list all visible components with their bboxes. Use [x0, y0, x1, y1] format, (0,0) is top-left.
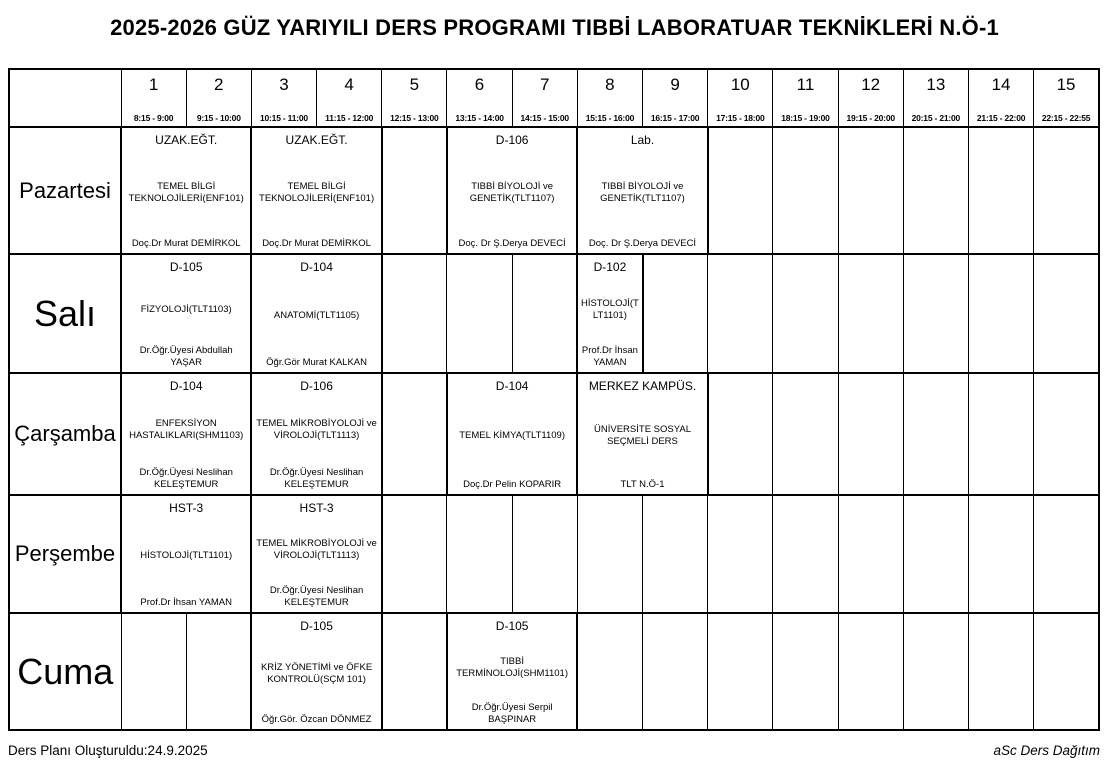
lesson-course: TEMEL BİLGİ TEKNOLOJİLERİ(ENF101)	[259, 180, 375, 204]
lesson-teacher: TLT N.Ö-1	[620, 478, 665, 490]
timetable	[8, 68, 1100, 731]
period-number: 14	[991, 75, 1011, 94]
lesson-cell	[447, 127, 577, 254]
period-number: 13	[926, 75, 946, 94]
lesson-teacher: Öğr.Gör. Özcan DÖNMEZ	[261, 713, 372, 725]
empty-cell	[382, 613, 447, 730]
period-header	[382, 69, 447, 127]
empty-cell	[1034, 495, 1099, 613]
period-number: 6	[474, 75, 485, 94]
lesson-teacher: Prof.Dr İhsan YAMAN	[140, 596, 232, 608]
lesson-cell	[251, 495, 381, 613]
lesson-course: TEMEL MİKROBİYOLOJİ ve VİROLOJİ(TLT1113)	[256, 418, 377, 442]
period-time: 9:15 - 10:00	[196, 113, 241, 123]
corner-cell	[9, 69, 121, 127]
empty-cell	[773, 127, 838, 254]
empty-cell	[643, 495, 708, 613]
period-header	[251, 69, 316, 127]
footer-created-text: Ders Planı Oluşturuldu:24.9.2025	[8, 743, 208, 758]
lesson-room: D-105	[169, 260, 203, 274]
lesson-content	[578, 374, 706, 494]
day-row	[9, 127, 1099, 254]
empty-cell	[1034, 373, 1099, 495]
lesson-teacher: Prof.Dr İhsan YAMAN	[581, 345, 638, 368]
lesson-content	[122, 374, 250, 494]
empty-cell	[968, 373, 1033, 495]
period-header	[512, 69, 577, 127]
empty-cell	[968, 127, 1033, 254]
empty-cell	[838, 254, 903, 373]
lesson-course: FİZYOLOJİ(TLT1103)	[140, 303, 232, 315]
lesson-content	[252, 614, 380, 729]
lesson-room: Lab.	[630, 133, 655, 147]
period-number: 7	[539, 75, 550, 94]
empty-cell	[773, 254, 838, 373]
day-label: Cuma	[9, 613, 121, 730]
lesson-teacher: Doç.Dr Murat DEMİRKOL	[131, 237, 241, 249]
day-row	[9, 254, 1099, 373]
lesson-teacher: Dr.Öğr.Üyesi Serpil BAŞPINAR	[471, 702, 553, 725]
day-label: Salı	[9, 254, 121, 373]
period-time: 20:15 - 21:00	[911, 113, 961, 123]
lesson-cell	[251, 373, 381, 495]
empty-cell	[577, 613, 642, 730]
empty-cell	[186, 613, 251, 730]
empty-cell	[512, 495, 577, 613]
page-title: 2025-2026 GÜZ YARIYILI DERS PROGRAMI TIBBİ LABORATUAR TEKNİKLERİ N.Ö-1	[110, 15, 999, 40]
period-number: 2	[214, 75, 224, 94]
lesson-course: TIBBİ BİYOLOJİ ve GENETİK(TLT1107)	[469, 180, 555, 204]
empty-cell	[382, 495, 447, 613]
day-label: Pazartesi	[9, 127, 121, 254]
lesson-room: D-105	[495, 619, 529, 633]
lesson-room: HST-3	[169, 501, 204, 515]
period-time: 14:15 - 15:00	[520, 113, 569, 123]
lesson-course: KRİZ YÖNETİMİ ve ÖFKE KONTROLÜ(SÇM 101)	[260, 661, 373, 685]
empty-cell	[968, 495, 1033, 613]
lesson-course: TEMEL KİMYA(TLT1109)	[459, 430, 565, 442]
lesson-course: ANATOMİ(TLT1105)	[273, 309, 360, 321]
period-time: 11:15 - 12:00	[325, 113, 374, 123]
empty-cell	[447, 254, 512, 373]
lesson-content	[122, 128, 250, 253]
lesson-content	[448, 374, 576, 494]
lesson-teacher: Doç. Dr Ş.Derya DEVECİ	[588, 237, 697, 249]
lesson-course: TEMEL MİKROBİYOLOJİ ve VİROLOJİ(TLT1113)	[256, 538, 377, 562]
period-header	[317, 69, 382, 127]
period-header-row	[9, 69, 1099, 127]
lesson-cell	[121, 495, 251, 613]
empty-cell	[773, 373, 838, 495]
lesson-cell	[121, 254, 251, 373]
footer-brand-text: aSc Ders Dağıtım	[993, 743, 1100, 758]
lesson-cell	[577, 254, 642, 373]
lesson-content	[448, 614, 576, 729]
lesson-cell	[447, 613, 577, 730]
lesson-cell	[447, 373, 577, 495]
period-time: 18:15 - 19:00	[781, 113, 830, 123]
day-row	[9, 373, 1099, 495]
empty-cell	[512, 254, 577, 373]
period-number: 1	[148, 75, 159, 94]
lesson-content	[578, 128, 706, 253]
lesson-cell	[577, 127, 707, 254]
empty-cell	[447, 495, 512, 613]
empty-cell	[773, 613, 838, 730]
lesson-room: D-104	[495, 379, 529, 393]
lesson-teacher: Dr.Öğr.Üyesi Neslihan KELEŞTEMUR	[269, 585, 364, 608]
empty-cell	[708, 373, 773, 495]
lesson-room: D-105	[300, 619, 333, 633]
period-time: 22:15 - 22:55	[1041, 113, 1091, 123]
empty-cell	[382, 127, 447, 254]
day-row	[9, 613, 1099, 730]
lesson-course: ENFEKSİYON HASTALIKLARI(SHM1103)	[129, 418, 244, 442]
lesson-course: HİSTOLOJİ(TLT1101)	[580, 297, 639, 321]
period-header	[838, 69, 903, 127]
empty-cell	[708, 495, 773, 613]
period-header	[1034, 69, 1099, 127]
period-number: 8	[605, 75, 615, 94]
lesson-teacher: Dr.Öğr.Üyesi Neslihan KELEŞTEMUR	[139, 467, 233, 490]
day-label: Çarşamba	[9, 373, 121, 495]
period-header	[577, 69, 642, 127]
period-time: 15:15 - 16:00	[585, 113, 635, 123]
period-number: 15	[1056, 75, 1076, 94]
empty-cell	[968, 254, 1033, 373]
lesson-course: TEMEL BİLGİ TEKNOLOJİLERİ(ENF101)	[128, 180, 244, 204]
period-time: 8:15 - 9:00	[133, 113, 174, 123]
lesson-cell	[121, 127, 251, 254]
lesson-course: TIBBİ TERMİNOLOJİ(SHM1101)	[456, 655, 568, 679]
period-number: 11	[796, 75, 815, 94]
empty-cell	[838, 613, 903, 730]
period-number: 3	[279, 75, 289, 94]
lesson-room: D-106	[300, 379, 333, 393]
lesson-course: TIBBİ BİYOLOJİ ve GENETİK(TLT1107)	[600, 180, 685, 204]
lesson-course: ÜNİVERSİTE SOSYAL SEÇMELİ DERS	[594, 424, 691, 447]
period-header	[968, 69, 1033, 127]
lesson-content	[578, 255, 641, 372]
period-number: 10	[730, 75, 750, 94]
empty-cell	[1034, 254, 1099, 373]
period-header	[121, 69, 186, 127]
lesson-room: D-104	[169, 379, 203, 393]
empty-cell	[903, 373, 968, 495]
period-time: 16:15 - 17:00	[650, 113, 700, 123]
lesson-room: UZAK.EĞT.	[155, 133, 218, 147]
period-header	[643, 69, 708, 127]
lesson-room: D-106	[495, 133, 529, 147]
period-header	[773, 69, 838, 127]
lesson-teacher: Doç.Dr Murat DEMİRKOL	[262, 237, 371, 249]
lesson-course: HİSTOLOJİ(TLT1101)	[140, 550, 233, 562]
empty-cell	[838, 495, 903, 613]
lesson-cell	[121, 373, 251, 495]
lesson-cell	[251, 613, 381, 730]
period-time: 17:15 - 18:00	[716, 113, 765, 123]
empty-cell	[643, 613, 708, 730]
period-number: 4	[344, 75, 354, 94]
lesson-teacher: Doç.Dr Pelin KOPARIR	[463, 478, 562, 490]
lesson-teacher: Dr.Öğr.Üyesi Abdullah YAŞAR	[139, 345, 233, 368]
empty-cell	[773, 495, 838, 613]
lesson-room: D-104	[300, 260, 333, 274]
period-header	[903, 69, 968, 127]
period-time: 19:15 - 20:00	[846, 113, 895, 123]
empty-cell	[382, 373, 447, 495]
lesson-room: UZAK.EĞT.	[285, 133, 348, 147]
lesson-room: HST-3	[299, 501, 334, 515]
lesson-cell	[577, 373, 707, 495]
day-row	[9, 495, 1099, 613]
period-time: 12:15 - 13:00	[390, 113, 439, 123]
period-header	[447, 69, 512, 127]
lesson-content	[122, 255, 250, 372]
empty-cell	[903, 613, 968, 730]
lesson-content	[252, 128, 380, 253]
period-time: 10:15 - 11:00	[259, 113, 308, 123]
lesson-content	[448, 128, 576, 253]
empty-cell	[903, 495, 968, 613]
empty-cell	[968, 613, 1033, 730]
lesson-room: D-102	[593, 260, 627, 274]
empty-cell	[708, 254, 773, 373]
lesson-cell	[251, 127, 381, 254]
empty-cell	[382, 254, 447, 373]
period-header	[708, 69, 773, 127]
lesson-cell	[251, 254, 381, 373]
lesson-content	[122, 496, 250, 612]
empty-cell	[643, 254, 708, 373]
footer	[8, 743, 1100, 758]
period-header	[186, 69, 251, 127]
empty-cell	[838, 373, 903, 495]
period-time: 13:15 - 14:00	[455, 113, 504, 123]
lesson-teacher: Dr.Öğr.Üyesi Neslihan KELEŞTEMUR	[269, 467, 364, 490]
period-time: 21:15 - 22:00	[976, 113, 1026, 123]
empty-cell	[1034, 127, 1099, 254]
lesson-teacher: Doç. Dr Ş.Derya DEVECİ	[458, 237, 566, 249]
period-number: 12	[861, 75, 881, 94]
period-number: 5	[409, 75, 420, 94]
day-label: Perşembe	[9, 495, 121, 613]
lesson-content	[252, 374, 380, 494]
lesson-content	[252, 255, 380, 372]
lesson-content	[252, 496, 380, 612]
lesson-room: MERKEZ KAMPÜS.	[588, 379, 697, 393]
period-number: 9	[670, 75, 680, 94]
empty-cell	[838, 127, 903, 254]
lesson-teacher: Öğr.Gör Murat KALKAN	[266, 356, 367, 368]
empty-cell	[121, 613, 186, 730]
empty-cell	[1034, 613, 1099, 730]
empty-cell	[577, 495, 642, 613]
empty-cell	[903, 127, 968, 254]
empty-cell	[903, 254, 968, 373]
empty-cell	[708, 613, 773, 730]
empty-cell	[708, 127, 773, 254]
